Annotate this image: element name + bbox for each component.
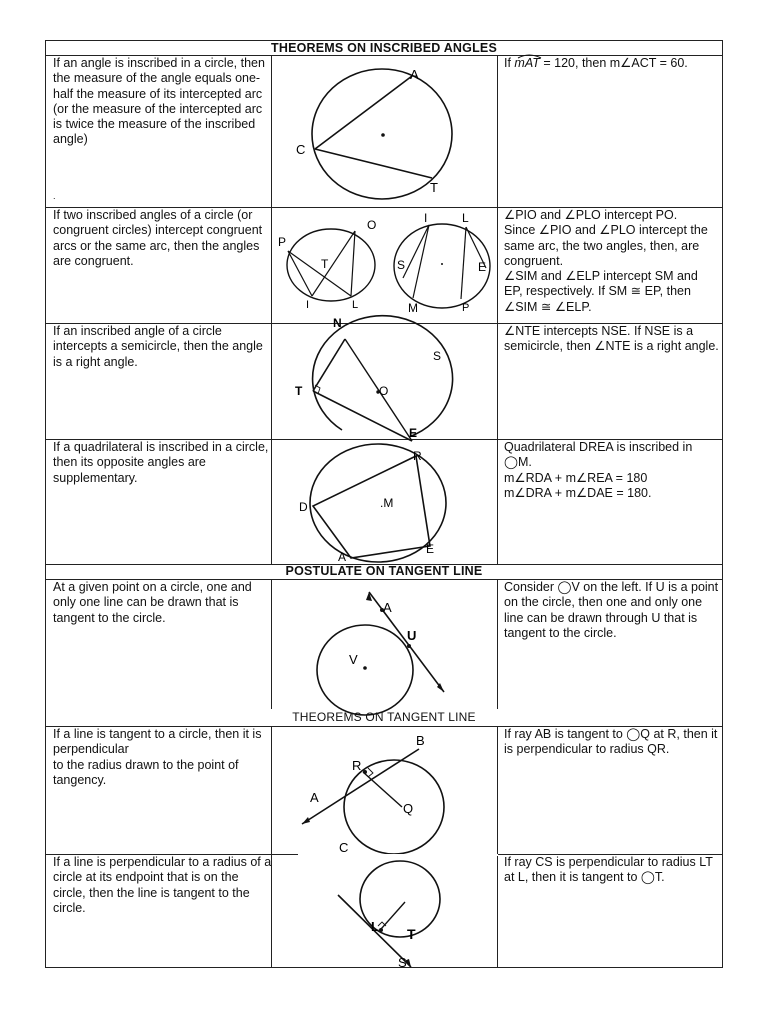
inscribed-angle-figure: [272, 56, 498, 207]
theorem-statement: [53, 727, 273, 788]
theorem-example: ∠NTE intercepts NSE. If NSE is a semicircle, then ∠NTE is a right angle.: [504, 324, 719, 354]
point-label: A: [383, 600, 392, 615]
point-label: S: [433, 349, 442, 363]
section-title: POSTULATE ON TANGENT LINE: [285, 564, 483, 578]
point-label: T: [321, 257, 329, 271]
inscribed-quadrilateral-figure: [272, 440, 498, 564]
point-label: R: [352, 758, 362, 773]
theorem-statement: If two inscribed angles of a circle (or congruent circles) intercept congruent arcs or the same arc, then the angles are congruent.: [53, 208, 263, 268]
congruent-arcs-figure: [272, 208, 498, 323]
theorem-example: If ray CS is perpendicular to radius LT at L, then it is tangent to ◯T.: [504, 855, 713, 885]
section-title: THEOREMS ON TANGENT LINE: [292, 710, 476, 724]
point-label: C: [296, 142, 306, 157]
example-line: ∠PIO and ∠PLO intercept PO.: [504, 208, 678, 222]
postulate-statement: At a given point on a circle, one and only one line can be drawn that is tangent to the circle.: [53, 580, 252, 625]
point-label: T: [407, 926, 416, 942]
point-label: S: [397, 258, 406, 272]
point-label: R: [413, 449, 422, 463]
point-label: L: [371, 919, 379, 934]
theorem-statement: [53, 56, 273, 148]
point-label: U: [407, 628, 417, 643]
point-label: C: [339, 840, 349, 855]
point-label: E: [409, 426, 418, 440]
stray-mark: .: [53, 191, 56, 201]
point-label: E: [426, 542, 435, 556]
point-label: B: [416, 733, 425, 748]
arc-name: mAT: [514, 56, 540, 70]
point-label: A: [310, 790, 319, 805]
theorem-example: [504, 440, 719, 501]
point-label: D: [299, 500, 308, 514]
example-text: If: [504, 56, 515, 70]
point-label: S: [398, 955, 407, 970]
point-label: Q: [403, 801, 414, 816]
point-label: A: [338, 550, 347, 564]
theorem-statement: If an inscribed angle of a circle intercepts a semicircle, then the angle is a right angle.: [53, 324, 263, 369]
example-line: Since ∠PIO and ∠PLO intercept the same arc, the two angles, then, are congruent.: [504, 223, 708, 268]
tangent-perpendicular-figure: [272, 727, 498, 854]
point-label: I: [306, 299, 310, 311]
theorem-example: [504, 56, 719, 71]
statement-line: to the radius drawn to the point of tangency.: [53, 757, 239, 787]
example-text: = 120, then m∠ACT = 60.: [539, 56, 688, 70]
example-line: m∠RDA + m∠REA = 180: [504, 470, 648, 485]
point-label: .M: [380, 496, 394, 510]
point-label: T: [295, 384, 303, 398]
point-label: V: [349, 652, 358, 667]
point-label: L: [462, 211, 469, 225]
example-line: ∠SIM and ∠ELP intercept SM and EP, respectively. If SM ≅ EP, then ∠SIM ≅ ∠ELP.: [504, 269, 698, 314]
point-label: P: [462, 302, 470, 314]
point-label: M: [408, 301, 418, 315]
postulate-example: Consider ◯V on the left. If U is a point on the circle, then one and only one line can be drawn through U that is tangent to the circle.: [504, 580, 719, 640]
example-line: m∠DRA + m∠DAE = 180.: [504, 485, 652, 500]
theorems-table: [45, 40, 723, 968]
tangent-postulate-figure: [272, 580, 498, 726]
point-label: E: [478, 260, 487, 274]
statement-text: If an angle is inscribed in a circle, then the measure of the angle equals one-half the measure of its intercepted arc (or the measure of the intercepted arc is twice the measure of the inscribed angle): [53, 56, 265, 147]
theorem-statement: If a quadrilateral is inscribed in a circle, then its opposite angles are supplementary.: [53, 440, 269, 485]
point-label: N: [333, 316, 342, 330]
example-line: Quadrilateral DREA is inscribed in ◯M.: [504, 440, 693, 470]
theorem-example: [504, 208, 719, 315]
point-label: O: [379, 384, 389, 398]
theorem-statement: If a line is perpendicular to a radius of a circle at its endpoint that is on the circle, then the line is tangent to the circle.: [53, 855, 272, 915]
theorem-example: If ray AB is tangent to ◯Q at R, then it is perpendicular to radius QR.: [504, 727, 718, 757]
point-label: A: [410, 67, 419, 82]
point-label: P: [278, 235, 287, 249]
point-label: O: [367, 218, 377, 232]
point-label: T: [430, 180, 438, 195]
section-title: THEOREMS ON INSCRIBED ANGLES: [271, 41, 497, 55]
perpendicular-tangent-figure: [272, 840, 498, 970]
point-label: L: [352, 299, 359, 311]
point-label: I: [424, 211, 428, 225]
statement-line: If a line is tangent to a circle, then it is perpendicular: [53, 727, 262, 757]
semicircle-figure: [272, 313, 498, 439]
